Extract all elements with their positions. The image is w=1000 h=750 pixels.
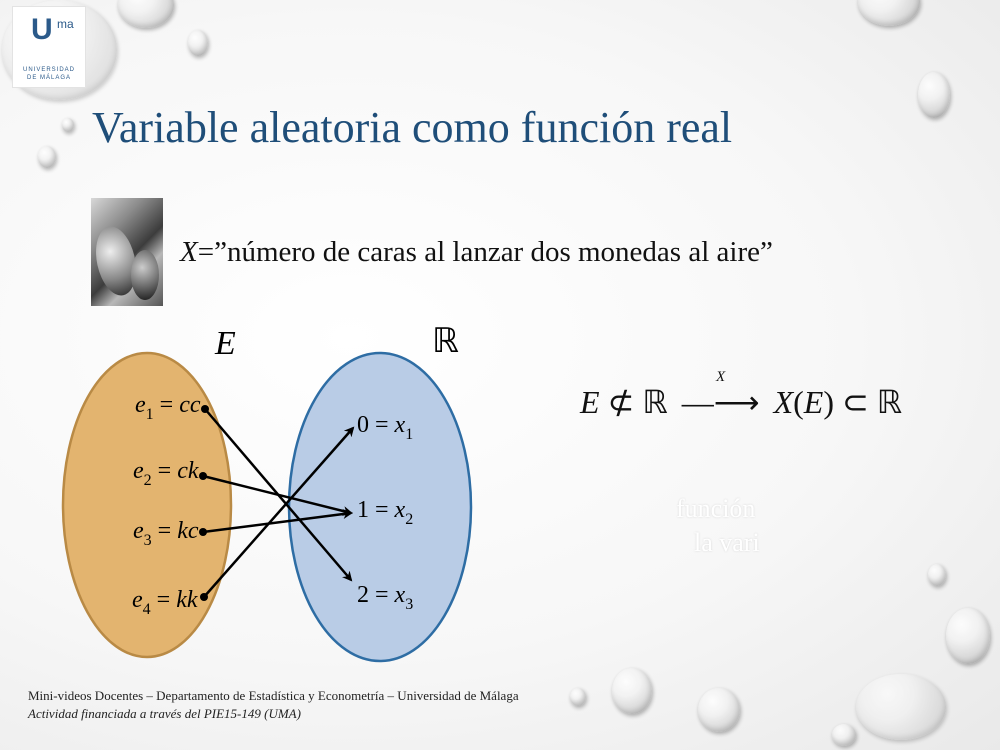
codomain-element-label: $2 = x_3$ xyxy=(357,582,414,613)
footer-funding: Actividad financiada a través del PIE15-149 (UMA) xyxy=(28,706,301,721)
logo-line2: DE MÁLAGA xyxy=(26,75,71,81)
domain-element-label: $e_3$ = kc xyxy=(133,518,199,549)
footer-credits: Mini-videos Docentes – Departamento de Estadística y Econometría – Universidad de Málaga xyxy=(28,688,519,703)
domain-point xyxy=(199,528,207,536)
faded-text-line1: función xyxy=(676,494,756,523)
domain-point xyxy=(199,472,207,480)
relation-lparen: ( xyxy=(793,384,804,420)
logo-superscript: ma xyxy=(57,17,74,31)
codomain-element-label: $0 = x_1$ xyxy=(357,412,414,443)
logo-mark: U xyxy=(31,13,53,46)
relation-rparen: ) xyxy=(823,384,834,420)
definition-text: =”número de caras al lanzar dos monedas al aire” xyxy=(197,236,773,268)
relation-E2: E xyxy=(803,384,824,420)
arrow-label: X xyxy=(716,369,726,385)
not-subset-symbol: ⊄ xyxy=(607,384,635,420)
definition-variable: X xyxy=(180,236,198,268)
relation-formula xyxy=(580,369,903,421)
faded-text-line2: la vari xyxy=(694,528,760,557)
slide-title: Variable aleatoria como función real xyxy=(92,103,733,152)
domain-point xyxy=(200,593,208,601)
relation-X: X xyxy=(773,384,794,420)
set-R-label: ℝ xyxy=(432,323,459,360)
domain-element-label: $e_2$ = ck xyxy=(133,458,199,489)
relation-R2: ℝ xyxy=(876,384,903,420)
logo-line1: UNIVERSIDAD xyxy=(22,67,75,73)
domain-element-label: $e_4$ = kk xyxy=(132,587,198,618)
set-E-label: E xyxy=(215,325,236,362)
subset-symbol: ⊂ xyxy=(841,384,869,420)
relation-R: ℝ xyxy=(642,384,668,420)
relation-E: E xyxy=(580,384,600,420)
domain-point xyxy=(201,405,209,413)
domain-element-label: $e_1$ = cc xyxy=(135,392,201,423)
codomain-element-label: $1 = x_2$ xyxy=(357,497,414,528)
mapping-arrow xyxy=(681,369,760,421)
arrow-symbol: —⟶ xyxy=(681,384,760,420)
